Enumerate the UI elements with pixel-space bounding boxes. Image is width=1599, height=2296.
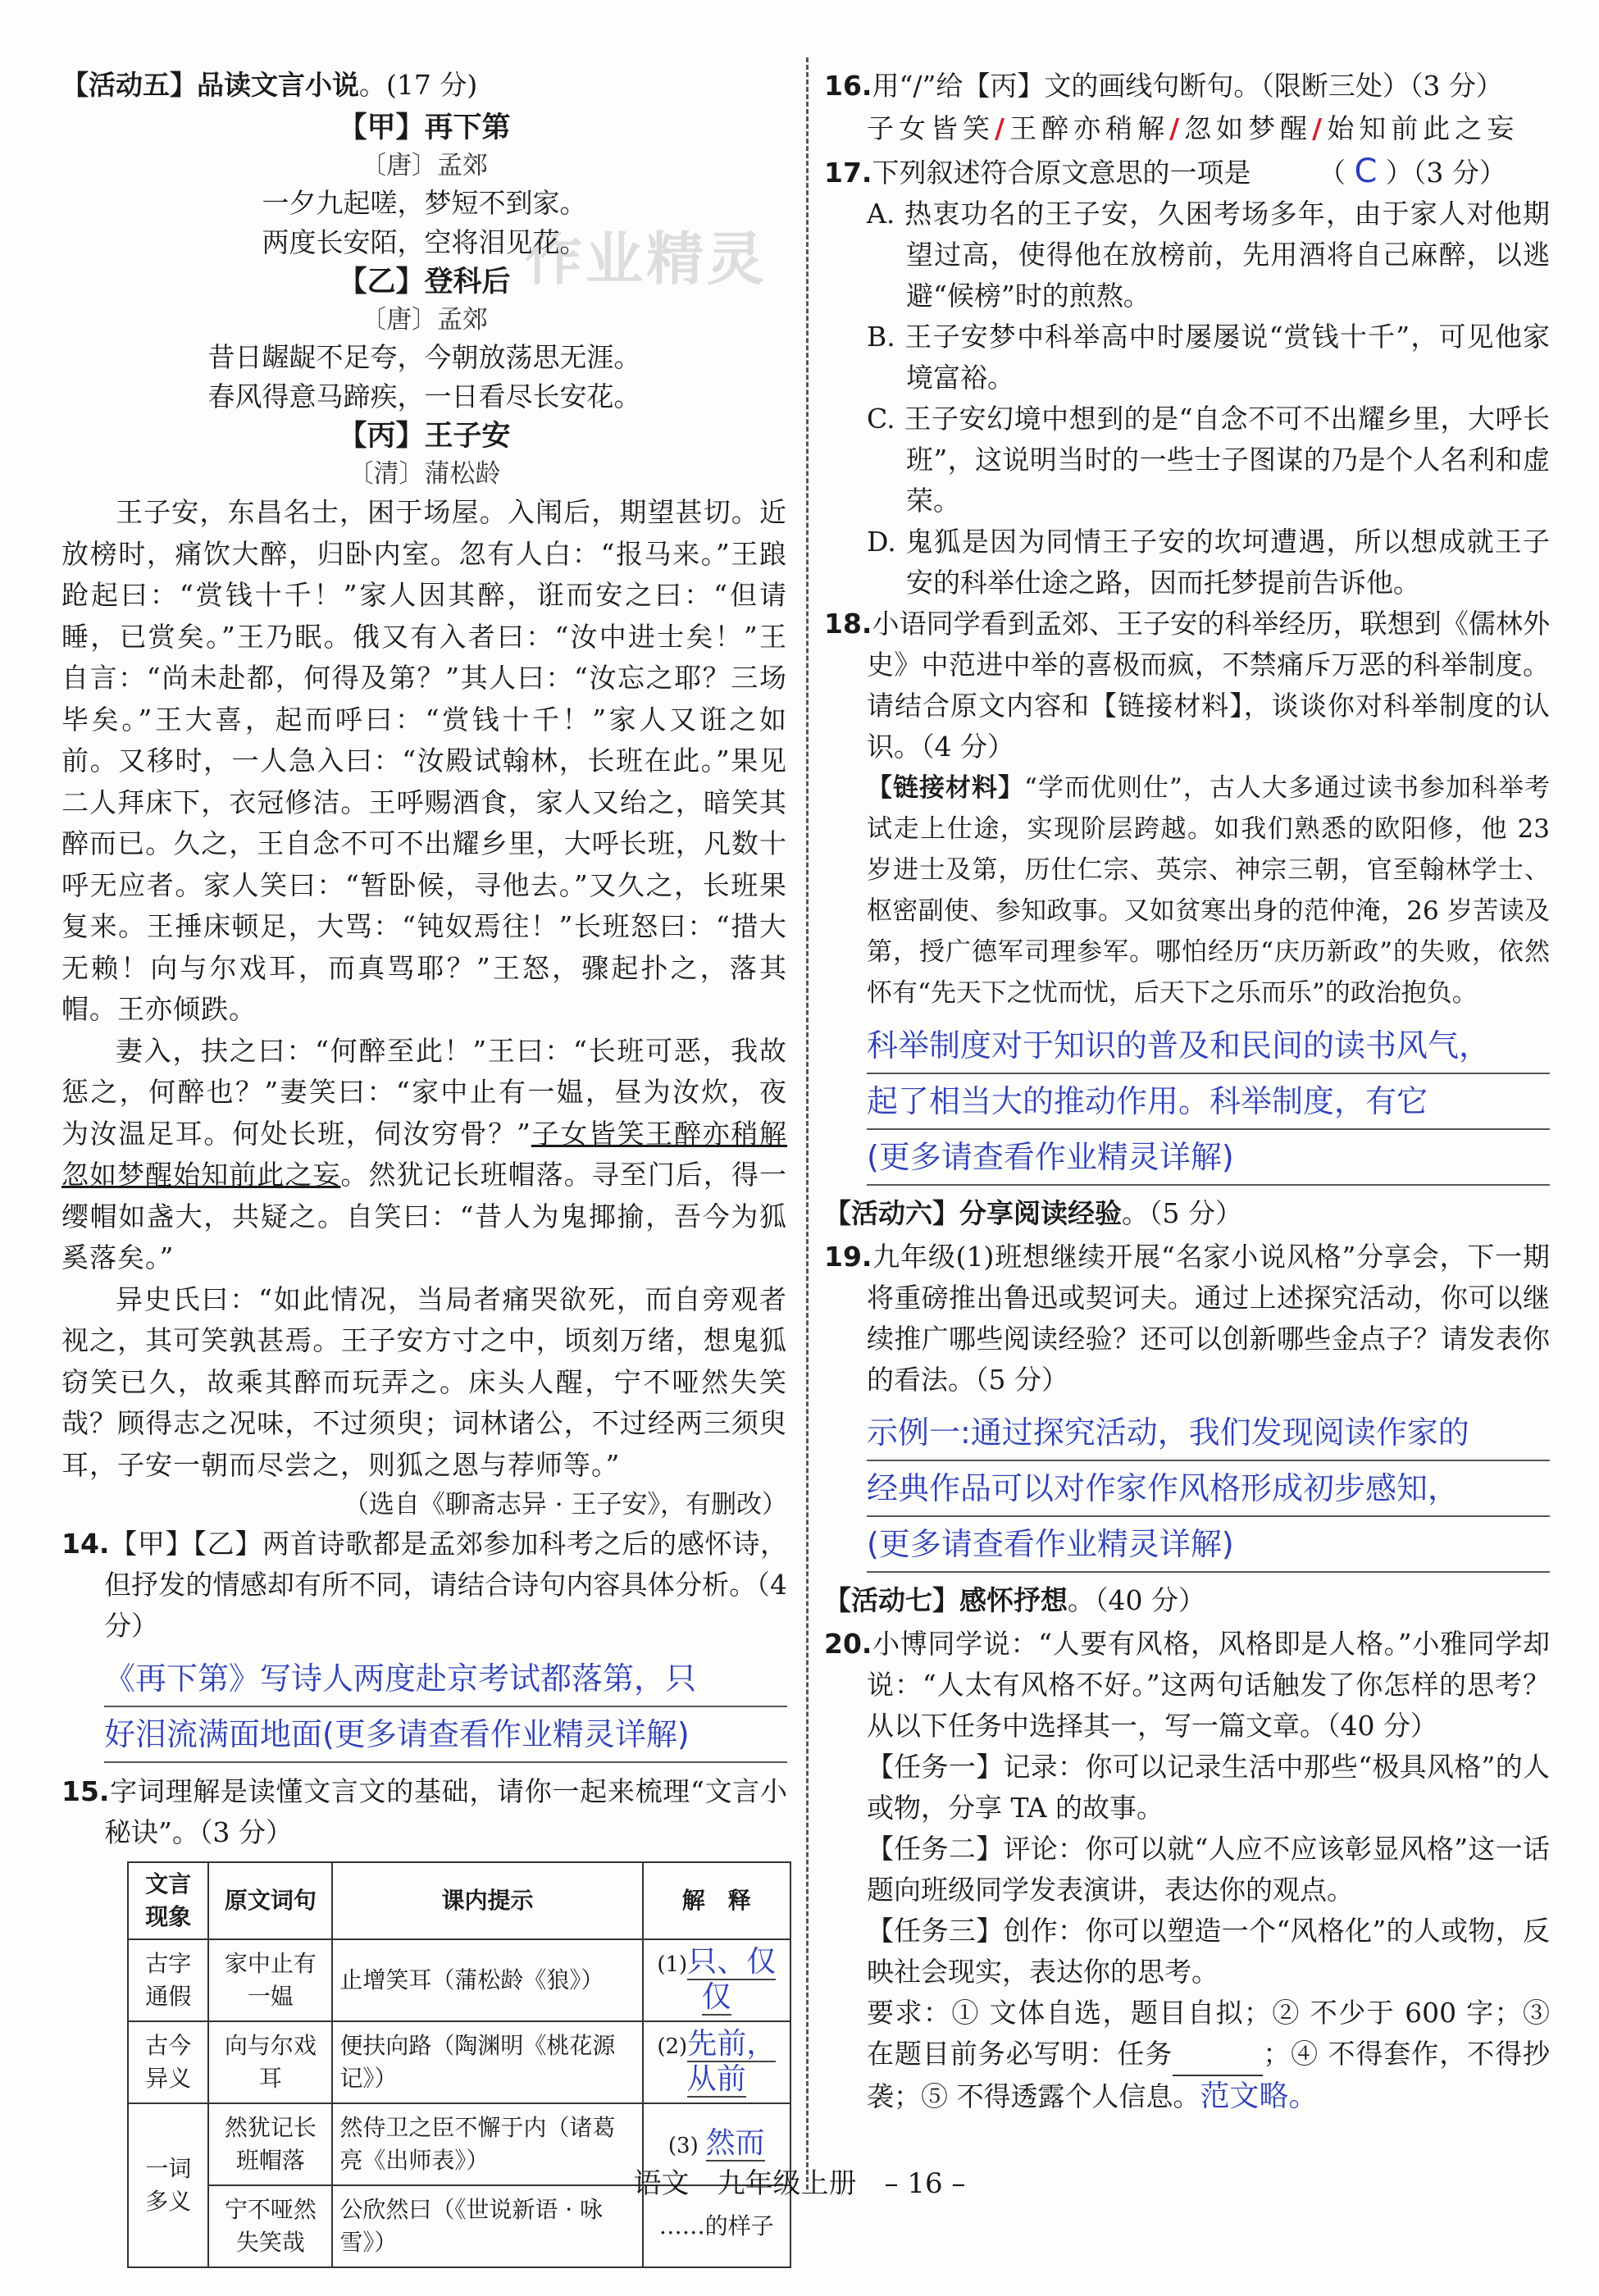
answer-line: (更多请查看作业精灵详解) xyxy=(867,1130,1550,1186)
link-material: 【链接材料】“学而优则仕”，古人大多通过读书参加科举考试走上仕途，实现阶层跨越。如我们熟悉的欧阳修，他 23 岁进士及第，历仕仁宗、英宗、神宗三朝，官至翰林学士、枢密副使、参知政事。又如贫寒出身的范仲淹，26 岁苦读及第，授广德军司理参军。哪怕经历“庆历新政”的失败，依然怀有“先天下之忧而忧，后天下之乐而乐”的政治抱负。 xyxy=(867,773,1551,1008)
activity5-heading: 【活动五】品读文言小说。(17 分) xyxy=(61,69,478,101)
table-header: 文言现象 xyxy=(128,1862,208,1939)
table-cell: ……的样子 xyxy=(643,2185,790,2267)
option-b: B. 王子安梦中科举高中时屡屡说“赏钱十千”，可见他家境富裕。 xyxy=(867,321,1550,394)
question-18: 18.小语同学看到孟郊、王子安的科举经历，联想到《儒林外史》中范进中举的喜极而疯，不禁痛斥万恶的科举制度。请结合原文内容和【链接材料】，谈谈你对科举制度的认识。（4 分） xyxy=(824,608,1550,763)
q20-answer: 范文略。 xyxy=(1200,2080,1319,2113)
question-20: 20.小博同学说：“人要有风格，风格即是人格。”小雅同学却说：“人太有风格不好。”这两句话触发了你怎样的思考？从以下任务中选择其一，写一篇文章。（40 分） xyxy=(824,1628,1550,1742)
task-2: 【任务二】评论：你可以就“人应不应该彰显风格”这一话题向班级同学发表演讲，表达你的观点。 xyxy=(867,1833,1550,1906)
prose-paragraph: 异史氏曰：“如此情况，当局者痛哭欲死，而自旁观者视之，其可笑孰甚焉。王子安方寸之中，顷刻万绪，想鬼狐窃笑已久，故乘其醉而玩弄之。床头人醒，宁不哑然失笑哉？顾得志之况味，不过须臾；词林诸公，不过经两三须臾耳，子安一朝而尽尝之，则狐之恩与荐师等。” xyxy=(61,1282,787,1481)
table-cell: 古今异义 xyxy=(128,2021,208,2103)
right-column xyxy=(824,66,1550,2117)
answer-line: 起了相当大的推动作用。科举制度，有它 xyxy=(867,1074,1550,1130)
table-cell: 然侍卫之臣不懈于内（诸葛亮《出师表》） xyxy=(332,2103,642,2185)
activity7-heading: 【活动七】感怀抒想。（40 分） xyxy=(824,1584,1205,1616)
answer-line: 经典作品可以对作家作风格形成初步感知， xyxy=(867,1461,1550,1517)
poem-jia-author: 〔唐〕孟郊 xyxy=(361,151,488,180)
answer-line: 《再下第》写诗人两度赴京考试都落第，只 xyxy=(104,1651,787,1707)
table-row xyxy=(128,1939,790,2021)
table-header: 课内提示 xyxy=(332,1862,642,1939)
column-divider xyxy=(806,57,809,2189)
table-row xyxy=(128,2021,790,2103)
option-a: A. 热衷功名的王子安，久困考场多年，由于家人对他期望过高，使得他在放榜前，先用酒将自己麻醉，以逃避“候榜”时的煎熬。 xyxy=(867,198,1550,312)
task-blank xyxy=(1173,2034,1263,2076)
page-footer: 语文 九年级上册 – 16 – xyxy=(633,2167,966,2200)
watermark-stamp: 作业精灵 xyxy=(525,226,768,293)
q14-answer xyxy=(61,1651,787,1763)
prose-paragraph: 王子安，东昌名士，困于场屋。入闱后，期望甚切。近放榜时，痛饮大醉，归卧内室。忽有人白：“报马来。”王踉跄起曰：“赏钱十千！”家人因其醉，诳而安之曰：“但请睡，已赏矣。”王乃眠。俄又有入者曰：“汝中进士矣！”王自言：“尚未赴都，何得及第？”其人曰：“汝忘之耶？三场毕矣。”王大喜，起而呼曰：“赏钱十千！”家人又诳之如前。又移时，一人急入曰：“汝殿试翰林，长班在此。”果见二人拜床下，衣冠修洁。王呼赐酒食，家人又绐之，暗笑其醉而已。久之，王自念不可不出耀乡里，大呼长班，凡数十呼无应者。家人笑曰：“暂卧候，寻他去。”又久之，长班果复来。王捶床顿足，大骂：“钝奴焉往！”长班怒曰：“措大无赖！向与尔戏耳，而真骂耶？”王怒，骤起扑之，落其帽。王亦倾跌。 xyxy=(61,496,787,1025)
table-header-row xyxy=(128,1862,790,1939)
classical-chinese-table xyxy=(127,1861,791,2268)
prose-paragraph: 妻入，扶之曰：“何醉至此！”王曰：“长班可恶，我故惩之，何醉也？”妻笑曰：“家中止有一媪，昼为汝炊，夜为汝温足耳。何处长班，伺汝穷骨？”子女皆笑王醉亦稍解忽如梦醒始知前此之妄。然犹记长班帽落。寻至门后，得一缨帽如盏大，共疑之。自笑曰：“昔人为鬼揶揄，吾今为狐奚落矣。” xyxy=(61,1034,788,1273)
table-cell: 向与尔戏耳 xyxy=(208,2021,332,2103)
table-cell: 宁不哑然失笑哉 xyxy=(208,2185,332,2267)
table-cell: (2)先前，从前 xyxy=(643,2021,790,2103)
table-cell: (1)只、仅仅 xyxy=(643,1939,790,2021)
table-cell: 止增笑耳（蒲松龄《狼》） xyxy=(332,1939,642,2021)
prose-bing-title: 【丙】王子安 xyxy=(338,420,511,453)
task-1: 【任务一】记录：你可以记录生活中那些“极具风格”的人或物，分享 TA 的故事。 xyxy=(867,1751,1550,1824)
poem-yi-author: 〔唐〕孟郊 xyxy=(361,305,488,335)
answer-line: 科举制度对于知识的普及和民间的读书风气， xyxy=(867,1018,1550,1074)
table-cell: (3) 然而 xyxy=(643,2103,790,2185)
poem-line: 一夕九起嗟，梦短不到家。 xyxy=(262,187,587,219)
poem-line: 两度长安陌，空将泪见花。 xyxy=(262,226,587,258)
table-cell: 公欣然曰（《世说新语 · 咏雪》） xyxy=(332,2185,642,2267)
q16-answer: 子女皆笑/王醉亦稍解/忽如梦醒/始知前此之妄 xyxy=(867,112,1519,144)
task-3: 【任务三】创作：你可以塑造一个“风格化”的人或物，反映社会现实，表达你的思考。 xyxy=(867,1915,1550,1988)
q17-answer: C xyxy=(1354,153,1378,190)
table-cell: 古字通假 xyxy=(128,1939,208,2021)
prose-text xyxy=(61,492,787,1486)
underlined-sentence: 子女皆笑王醉亦稍解忽如梦醒始知前此之妄 xyxy=(61,1117,788,1191)
question-15: 15.字词理解是读懂文言文的基础，请你一起来梳理“文言小秘诀”。（3 分） xyxy=(61,1775,787,1848)
break-slash: / xyxy=(1169,112,1185,144)
break-slash: / xyxy=(1312,112,1328,144)
poem-jia-title: 【甲】再下第 xyxy=(338,112,511,144)
question-14: 14.【甲】【乙】两首诗歌都是孟郊参加科考之后的感怀诗，但抒发的情感却有所不同，请结合诗句内容具体分析。（4 分） xyxy=(61,1528,787,1642)
prose-bing-author: 〔清〕蒲松龄 xyxy=(348,459,501,489)
question-16: 16.用“/”给【丙】文的画线句断句。（限断三处）（3 分） xyxy=(824,70,1503,102)
answer-line: (更多请查看作业精灵详解) xyxy=(867,1517,1550,1573)
poem-line: 昔日龌龊不足夸，今朝放荡思无涯。 xyxy=(207,341,641,373)
poem-yi-title: 【乙】登科后 xyxy=(338,266,511,298)
question-19: 19.九年级(1)班想继续开展“名家小说风格”分享会，下一期将重磅推出鲁迅或契诃夫。通过上述探究活动，你可以继续推广哪些阅读经验？还可以创新哪些金点子？请发表你的看法。（5 分） xyxy=(824,1241,1550,1396)
table-cell: 然犹记长班帽落 xyxy=(208,2103,332,2185)
requirements: 要求：① 文体自选，题目自拟；② 不少于 600 字；③ 在题目前务必写明：任务 ；④ 不得套作，不得抄袭；⑤ 不得透露个人信息。范文略。 xyxy=(867,1997,1550,2113)
left-column xyxy=(61,66,787,2268)
q19-answer xyxy=(824,1405,1550,1573)
table-header: 原文词句 xyxy=(208,1862,332,1939)
answer-line: 示例一:通过探究活动，我们发现阅读作家的 xyxy=(867,1405,1550,1461)
question-17: 17.下列叙述符合原文意思的一项是 （ C ）（3 分） xyxy=(824,153,1506,190)
prose-source: （选自《聊斋志异 · 王子安》，有删改） xyxy=(343,1490,787,1519)
answer-line: 好泪流满面地面(更多请查看作业精灵详解) xyxy=(104,1707,787,1763)
poem-line: 春风得意马蹄疾，一日看尽长安花。 xyxy=(207,380,641,412)
activity6-heading: 【活动六】分享阅读经验。（5 分） xyxy=(824,1197,1242,1229)
q18-answer xyxy=(824,1018,1550,1186)
option-c: C. 王子安幻境中想到的是“自念不可不出耀乡里，大呼长班”，这说明当时的一些士子图谋的乃是个人名利和虚荣。 xyxy=(867,403,1550,517)
break-slash: / xyxy=(995,112,1010,144)
table-header: 解 释 xyxy=(643,1862,790,1939)
table-cell: 家中止有一媪 xyxy=(208,1939,332,2021)
table-cell: 一词多义 xyxy=(128,2103,208,2267)
option-d: D. 鬼狐是因为同情王子安的坎坷遭遇，所以想成就王子安的科举仕途之路，因而托梦提前告诉他。 xyxy=(867,526,1550,599)
table-cell: 便扶向路（陶渊明《桃花源记》） xyxy=(332,2021,642,2103)
